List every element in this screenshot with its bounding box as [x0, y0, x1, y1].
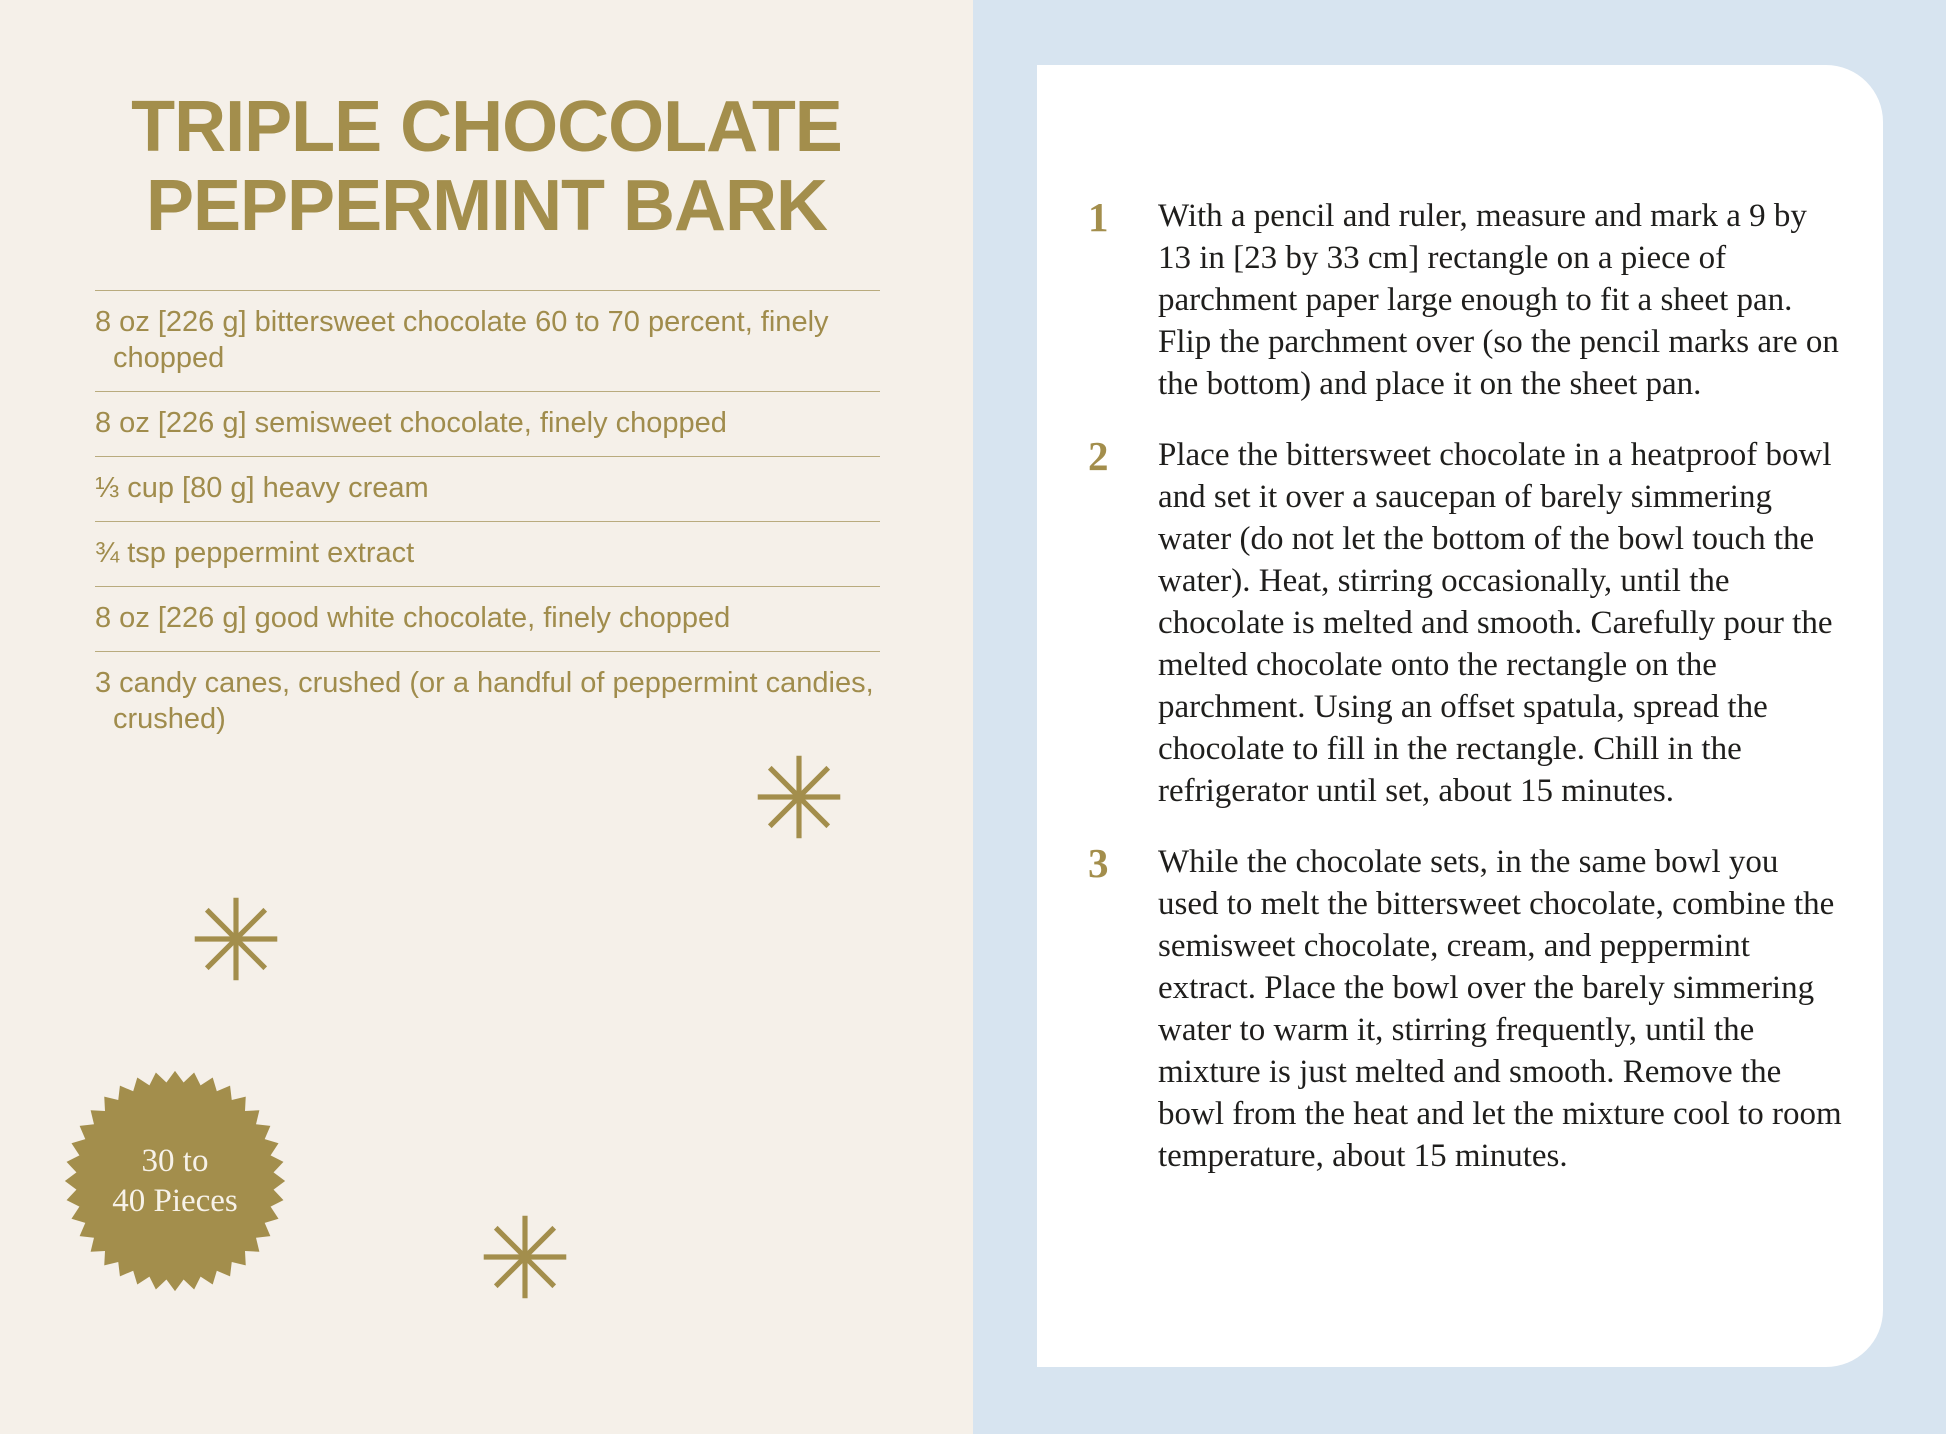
ingredients-list	[95, 290, 880, 752]
step-number: 2	[1088, 433, 1109, 479]
ingredient-item: 8 oz [226 g] semisweet chocolate, finely chopped	[95, 391, 880, 456]
yield-badge-text	[63, 1069, 287, 1293]
step-number: 1	[1088, 194, 1109, 240]
steps-list	[1088, 195, 1845, 1177]
step-item	[1088, 841, 1845, 1177]
ingredient-item: 8 oz [226 g] good white chocolate, finely chopped	[95, 586, 880, 651]
asterisk-star-icon	[193, 896, 279, 982]
step-item	[1088, 434, 1845, 812]
instructions-card	[1037, 65, 1883, 1367]
asterisk-star-icon	[482, 1214, 568, 1300]
ingredient-item: ¾ tsp peppermint extract	[95, 521, 880, 586]
ingredient-item: 8 oz [226 g] bittersweet chocolate 60 to 70 percent, finely chopped	[95, 290, 880, 391]
step-item	[1088, 195, 1845, 405]
asterisk-star-icon	[756, 754, 842, 840]
step-number: 3	[1088, 840, 1109, 886]
recipe-title	[40, 88, 933, 246]
recipe-title-line-2: PEPPERMINT BARK	[145, 166, 828, 246]
step-text: Place the bittersweet chocolate in a heatproof bowl and set it over a saucepan of barely simmering water (do not let the bottom of the bowl touch the water). Heat, stirring occasionally, until the chocolate is melted and smooth. Carefully pour the melted chocolate onto the rectangle on the parchment. Using an offset spatula, spread the chocolate to fill in the rectangle. Chill in the refrigerator until set, about 15 minutes.	[1158, 437, 1833, 809]
yield-line-2: 40 Pieces	[112, 1183, 238, 1219]
step-text: With a pencil and ruler, measure and mark a 9 by 13 in [23 by 33 cm] rectangle on a piece of parchment paper large enough to fit a sheet pan. Flip the parchment over (so the pencil marks are on the bottom) and place it on the sheet pan.	[1158, 198, 1839, 402]
instructions-panel	[973, 0, 1946, 1434]
yield-badge	[63, 1069, 287, 1293]
ingredient-item: 3 candy canes, crushed (or a handful of peppermint candies, crushed)	[95, 651, 880, 752]
step-text: While the chocolate sets, in the same bowl you used to melt the bittersweet chocolate, combine the semisweet chocolate, cream, and peppermint extract. Place the bowl over the barely simmering water to warm it, stirring frequently, until the mixture is just melted and smooth. Remove the bowl from the heat and let the mixture cool to room temperature, about 15 minutes.	[1158, 844, 1842, 1174]
yield-line-1: 30 to	[141, 1143, 209, 1179]
ingredient-item: ⅓ cup [80 g] heavy cream	[95, 456, 880, 521]
recipe-title-line-1: TRIPLE CHOCOLATE	[131, 87, 842, 167]
